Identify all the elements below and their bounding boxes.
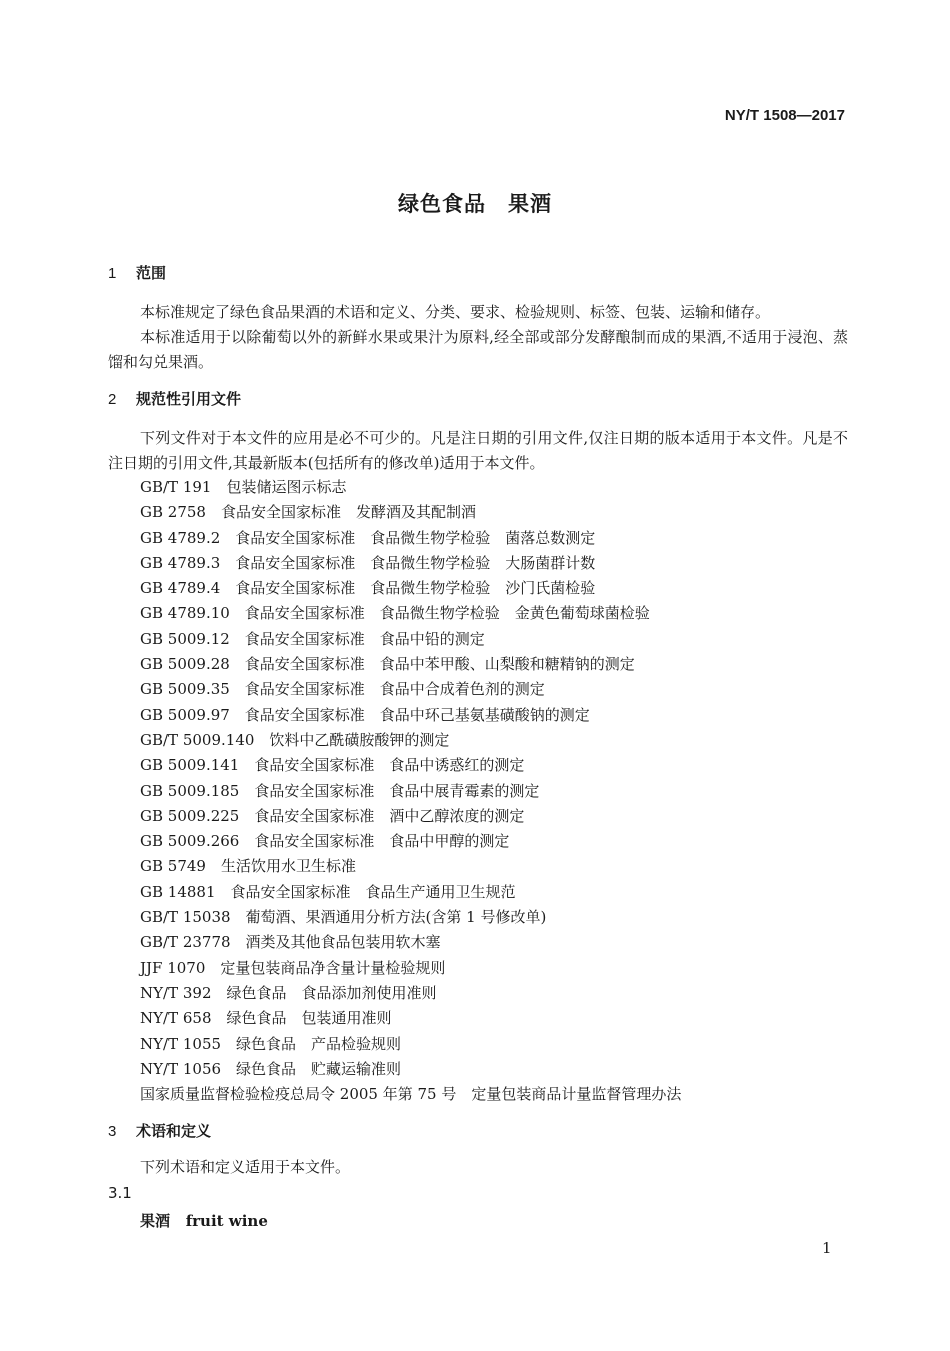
- term-zh: 果酒: [140, 1212, 171, 1230]
- term-en: fruit wine: [185, 1212, 268, 1230]
- reference-item: GB 5009.266 食品安全国家标准 食品中甲醇的测定: [140, 832, 510, 851]
- reference-item: GB 4789.4 食品安全国家标准 食品微生物学检验 沙门氏菌检验: [140, 579, 596, 598]
- reference-item: GB 5009.97 食品安全国家标准 食品中环己基氨基磺酸钠的测定: [140, 705, 590, 724]
- section-title: 规范性引用文件: [136, 390, 242, 408]
- subsection-number: 3.1: [108, 1184, 132, 1202]
- term-entry: [140, 1210, 268, 1231]
- section-2-heading: [108, 388, 241, 409]
- section-1-heading: [108, 262, 166, 283]
- reference-item: GB 5009.12 食品安全国家标准 食品中铅的测定: [140, 629, 485, 648]
- reference-item: GB/T 5009.140 饮料中乙酰磺胺酸钾的测定: [140, 730, 450, 749]
- paragraph: 下列文件对于本文件的应用是必不可少的。凡是注日期的引用文件,仅注日期的版本适用于本文件。凡是不注日期的引用文件,其最新版本(包括所有的修改单)适用于本文件。: [108, 429, 848, 472]
- page-number: 1: [822, 1239, 832, 1257]
- section-3-heading: [108, 1120, 211, 1141]
- reference-item: GB/T 23778 酒类及其他食品包装用软木塞: [140, 933, 441, 952]
- reference-list: [140, 475, 681, 1107]
- reference-item: GB 5749 生活饮用水卫生标准: [140, 857, 356, 876]
- reference-item: JJF 1070 定量包装商品净含量计量检验规则: [140, 958, 446, 977]
- reference-item: GB 5009.185 食品安全国家标准 食品中展青霉素的测定: [140, 781, 540, 800]
- reference-item: NY/T 1055 绿色食品 产品检验规则: [140, 1034, 402, 1053]
- paragraph: 下列术语和定义适用于本文件。: [140, 1158, 351, 1176]
- section-title: 范围: [136, 264, 167, 282]
- section-number: 2: [108, 391, 117, 408]
- reference-item: NY/T 392 绿色食品 食品添加剂使用准则: [140, 983, 437, 1002]
- section-number: 3: [108, 1123, 117, 1140]
- section-number: 1: [108, 265, 117, 282]
- document-title: 绿色食品 果酒: [398, 192, 552, 216]
- standard-number: NY/T 1508—2017: [724, 107, 845, 124]
- reference-item: GB/T 191 包装储运图示标志: [140, 478, 347, 496]
- reference-item: NY/T 658 绿色食品 包装通用准则: [140, 1009, 392, 1028]
- reference-item: GB 14881 食品安全国家标准 食品生产通用卫生规范: [140, 882, 516, 901]
- reference-item: 国家质量监督检验检疫总局令 2005 年第 75 号 定量包装商品计量监督管理办法: [140, 1085, 682, 1104]
- reference-item: GB 5009.141 食品安全国家标准 食品中诱惑红的测定: [140, 756, 525, 775]
- reference-item: GB 2758 食品安全国家标准 发酵酒及其配制酒: [140, 503, 476, 522]
- reference-item: NY/T 1056 绿色食品 贮藏运输准则: [140, 1059, 402, 1078]
- paragraph: 本标准规定了绿色食品果酒的术语和定义、分类、要求、检验规则、标签、包装、运输和储存。: [140, 303, 771, 321]
- section-title: 术语和定义: [136, 1122, 212, 1140]
- reference-item: GB 4789.10 食品安全国家标准 食品微生物学检验 金黄色葡萄球菌检验: [140, 604, 650, 623]
- reference-item: GB 5009.225 食品安全国家标准 酒中乙醇浓度的测定: [140, 806, 525, 825]
- reference-item: GB 5009.28 食品安全国家标准 食品中苯甲酸、山梨酸和糖精钠的测定: [140, 655, 635, 674]
- reference-item: GB 4789.2 食品安全国家标准 食品微生物学检验 菌落总数测定: [140, 528, 596, 547]
- reference-item: GB 4789.3 食品安全国家标准 食品微生物学检验 大肠菌群计数: [140, 553, 596, 572]
- paragraph: 本标准适用于以除葡萄以外的新鲜水果或果汁为原料,经全部或部分发酵酿制而成的果酒,不适用于浸泡、蒸馏和勾兑果酒。: [108, 328, 848, 371]
- reference-item: GB 5009.35 食品安全国家标准 食品中合成着色剂的测定: [140, 680, 545, 699]
- reference-item: GB/T 15038 葡萄酒、果酒通用分析方法(含第 1 号修改单): [140, 908, 547, 927]
